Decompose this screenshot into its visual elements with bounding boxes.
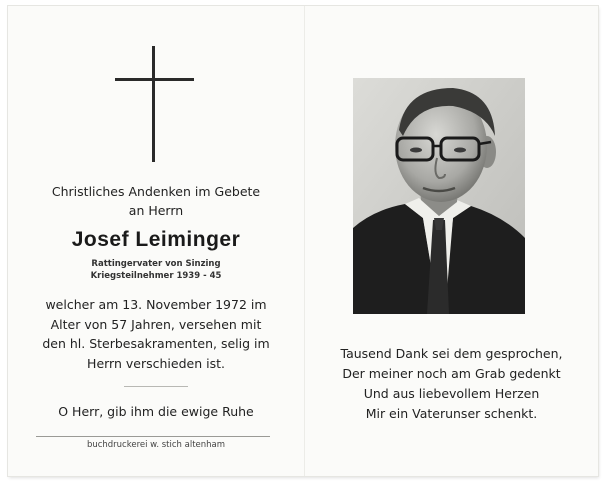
memorial-card — [8, 6, 598, 476]
death-notice-text — [8, 295, 304, 373]
poem-line: Tausend Dank sei dem gesprochen, — [340, 346, 563, 361]
left-panel — [8, 6, 304, 476]
printer-credit: buchdruckerei w. stich altenham — [86, 440, 226, 450]
poem-line: Und aus liebevollem Herzen — [363, 386, 540, 401]
body-line: welcher am 13. November 1972 im — [45, 297, 267, 312]
deceased-name: Josef Leiminger — [71, 228, 241, 251]
printer-rule — [36, 436, 270, 437]
detail-line-2: Kriegsteilnehmer 1939 - 45 — [90, 271, 222, 281]
body-line: Herrn verschieden ist. — [87, 355, 225, 371]
prayer-text: O Herr, gib ihm die ewige Ruhe — [58, 404, 254, 419]
detail-line-1: Rattingervater von Sinzing — [91, 259, 221, 269]
intro-line-2: an Herrn — [128, 203, 184, 218]
deceased-details — [8, 258, 304, 282]
poem-text — [305, 344, 598, 424]
portrait-photo — [353, 78, 525, 314]
body-line: Alter von 57 Jahren, versehen mit — [50, 316, 262, 332]
intro-text — [8, 182, 304, 220]
body-line: den hl. Sterbesakramenten, selig im — [42, 336, 270, 351]
right-panel — [305, 6, 598, 476]
intro-line-1: Christliches Andenken im Gebete — [51, 184, 261, 199]
poem-line: Mir ein Vaterunser schenkt. — [365, 406, 538, 421]
cross-vertical-bar — [152, 46, 155, 162]
cross-horizontal-bar — [115, 78, 194, 81]
separator-line — [124, 386, 188, 387]
poem-line: Der meiner noch am Grab gedenkt — [342, 366, 561, 381]
